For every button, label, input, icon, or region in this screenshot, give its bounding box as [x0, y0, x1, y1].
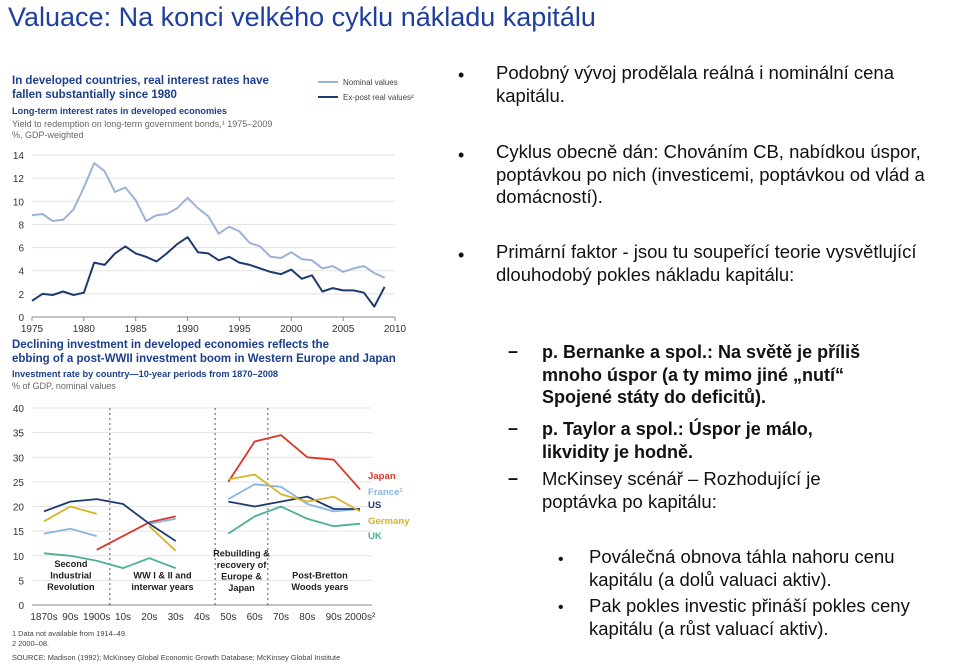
chart2-y-tick-label: 35: [12, 428, 24, 440]
chart2-series-label-japan: Japan: [368, 471, 396, 482]
chart2-title-line1: Declining investment in developed economies reflects the: [12, 339, 329, 351]
chart2-x-tick-label: 50s: [220, 612, 237, 623]
chart-figure: [0, 70, 415, 666]
chart1-x-tick-label: 1990: [176, 324, 199, 335]
bullet-1-text: Podobný vývoj prodělala reálná i nominální cena kapitálu.: [496, 62, 895, 106]
chart2-y-tick-label: 15: [12, 527, 24, 539]
chart1-x-tick-label: 2010: [383, 324, 407, 335]
chart1-y-tick-label: 10: [12, 197, 24, 209]
chart2-x-tick-label: 10s: [114, 612, 132, 623]
chart2-x-tick-label: 1900s: [83, 612, 111, 623]
chart2-x-tick-label: 1870s: [30, 612, 58, 623]
legend-real-label: Ex-post real values²: [343, 93, 414, 102]
slide-title: Valuace: Na konci velkého cyklu nákladu kapitálu: [8, 2, 596, 32]
bullet-marker: •: [558, 599, 564, 616]
sub-bullet-3-text: McKinsey scénář – Rozhodující je poptávka po kapitálu:: [542, 468, 821, 512]
chart2-y-tick-label: 0: [18, 601, 24, 612]
chart2-era-label-second-industrial-revolution: Second Industrial Revolution: [47, 559, 95, 592]
chart2-source: SOURCE: Madison (1992); McKinsey Global Economic Growth Database; McKinsey Global Institute: [12, 653, 341, 662]
chart2-subtitle: Investment rate by country—10-year periods from 1870–2008: [12, 369, 279, 379]
chart2-note-1: 1 Data not available from 1914–49.: [12, 629, 128, 638]
chart2-unit: % of GDP, nominal values: [12, 381, 116, 391]
chart2-series-label-france: France¹: [368, 487, 403, 498]
chart1-title-line2: fallen substantially since 1980: [12, 89, 177, 101]
bullet-marker: •: [458, 245, 465, 265]
bullet-2-text: Cyklus obecně dán: Chováním CB, nabídkou úspor, poptávkou po nich (investicemi, poptávkou od vlád a domácností).: [496, 141, 925, 207]
chart1-y-tick-label: 8: [18, 220, 24, 232]
sub-bullet-2-text: p. Taylor a spol.: Úspor je málo, likvidity je hodně.: [542, 419, 813, 462]
chart1-unit: %, GDP-weighted: [12, 130, 84, 140]
dash-marker: –: [508, 341, 519, 361]
chart2-era-label-rebuilding: Rebuilding & recovery of Europe & Japan: [213, 548, 270, 593]
bullet-marker: •: [558, 551, 564, 568]
chart1-y-tick-label: 6: [18, 243, 24, 255]
chart2-y-tick-label: 25: [12, 477, 24, 489]
chart1-y-tick-label: 14: [12, 151, 24, 162]
chart2-y-tick-label: 10: [12, 551, 24, 563]
chart2-y-tick-label: 5: [18, 576, 24, 588]
chart1-x-tick-label: 2000: [280, 324, 303, 335]
chart2-x-tick-label: 90s: [62, 612, 79, 623]
legend-nominal-label: Nominal values: [343, 78, 398, 87]
bullet-marker: •: [458, 65, 465, 85]
chart1-title-line1: In developed countries, real interest rates have: [12, 75, 269, 87]
chart1-x-tick-label: 2005: [332, 324, 355, 335]
chart2-x-tick-label: 60s: [246, 612, 263, 623]
chart2-x-tick-label: 70s: [272, 612, 290, 623]
chart2-series-label-uk: UK: [368, 531, 382, 542]
chart1-y-tick-label: 0: [18, 313, 24, 324]
chart1-x-tick-label: 1985: [124, 324, 147, 335]
chart2-x-tick-label: 2000s²: [344, 612, 376, 623]
chart2-x-tick-label: 20s: [141, 612, 158, 623]
chart1-subtitle2: Yield to redemption on long-term government bonds,¹ 1975–2009: [12, 119, 273, 129]
bullet-marker: •: [458, 145, 465, 165]
chart1-x-tick-label: 1980: [72, 324, 95, 335]
chart1-x-tick-label: 1995: [228, 324, 251, 335]
chart2-series-label-germany: Germany: [368, 516, 410, 527]
sub-sub-bullet-1-text: Poválečná obnova táhla nahoru cenu kapitálu (a dolů valuaci aktiv).: [589, 546, 895, 590]
bullet-3-text: Primární faktor - jsou tu soupeřící teorie vysvětlující dlouhodobý pokles nákladu kapitálu:: [496, 241, 917, 285]
chart2-x-tick-label: 80s: [299, 612, 316, 623]
chart1-x-tick-label: 1975: [20, 324, 44, 335]
chart1-y-tick-label: 2: [18, 289, 24, 301]
dash-marker: –: [508, 418, 519, 438]
dash-marker: –: [508, 468, 519, 488]
chart2-x-tick-label: 40s: [193, 612, 211, 623]
chart2-x-tick-label: 90s: [325, 612, 342, 623]
chart2-y-tick-label: 30: [12, 453, 24, 465]
chart2-series-label-us: US: [368, 500, 382, 511]
chart2-era-label-ww-interwar: WW I & II and interwar years: [131, 570, 194, 592]
chart2-y-tick-label: 40: [12, 404, 24, 415]
sub-bullet-1-text: p. Bernanke a spol.: Na světě je příliš mnoho úspor (a ty mimo jiné „nutí“ Spojené státy do deficitů).: [542, 342, 861, 407]
chart2-x-tick-label: 30s: [167, 612, 184, 623]
chart-canvas: [0, 70, 415, 666]
chart1-y-tick-label: 12: [12, 174, 24, 186]
chart2-y-tick-label: 20: [12, 502, 24, 514]
sub-sub-bullet-2-text: Pak pokles investic přináší pokles ceny kapitálu (a růst valuací aktiv).: [589, 595, 910, 639]
chart1-y-tick-label: 4: [18, 266, 24, 278]
chart1-subtitle: Long-term interest rates in developed economies: [12, 106, 227, 116]
chart2-era-label-post-bretton-woods: Post-Bretton Woods years: [291, 570, 349, 592]
chart2-note-2: 2 2000–08.: [12, 639, 49, 648]
chart2-title-line2: ebbing of a post-WWII investment boom in Western Europe and Japan: [12, 353, 396, 365]
